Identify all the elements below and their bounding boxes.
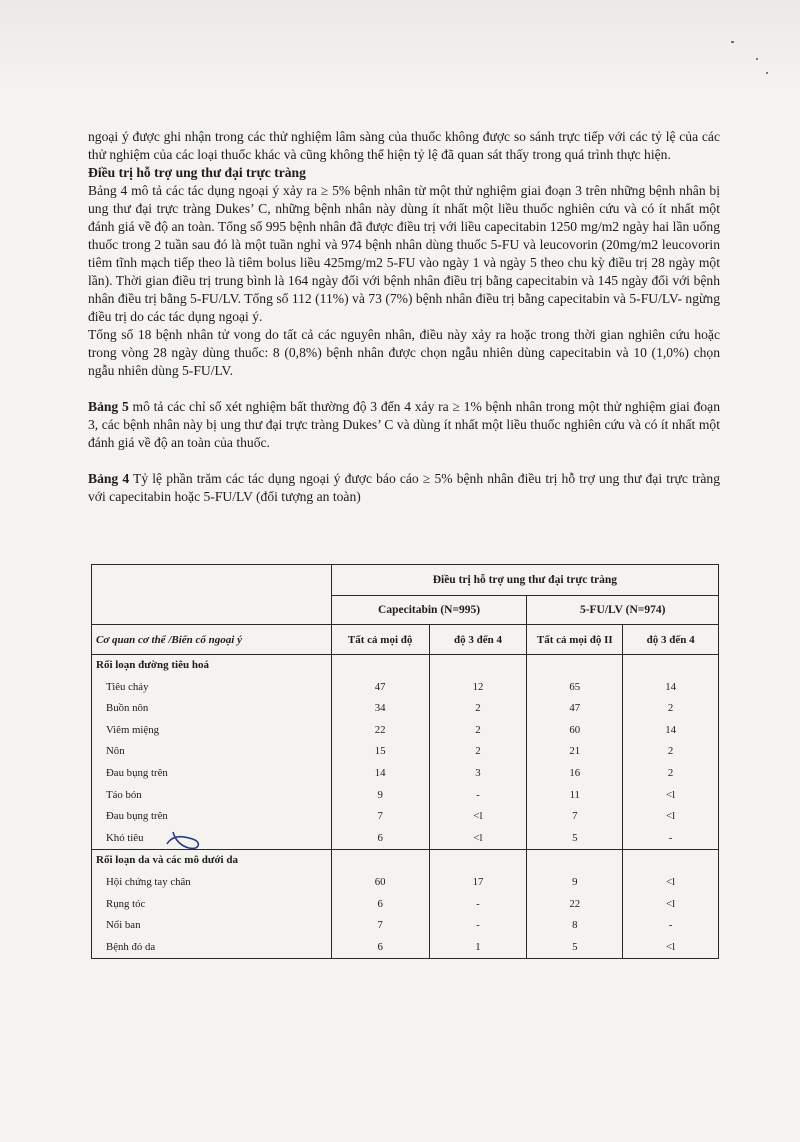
arm-capecitabin-header: Capecitabin (N=995)	[331, 596, 527, 625]
adverse-event-name: Tiêu chảy	[106, 680, 149, 693]
table-caption	[88, 470, 720, 506]
column-header-cap-all: Tất cả mọi độ	[331, 625, 429, 655]
table-cell-value: -	[476, 919, 480, 932]
paragraph-3	[88, 398, 720, 452]
table-caption-text: Tỷ lệ phần trăm các tác dụng ngoại ý được báo cáo ≥ 5% bệnh nhân điều trị hỗ trợ ung thư đại trực tràng với capecitabin hoặc 5-FU/LV (đối tượng an toàn)	[88, 471, 720, 504]
column-header-fu-grade34: độ 3 đến 4	[623, 625, 719, 655]
table-cell-value: 47	[569, 702, 581, 715]
table-cell-value: 22	[569, 897, 581, 910]
table-cell-value: 65	[569, 680, 581, 693]
paragraph-1: Bảng 4 mô tả các tác dụng ngoại ý xảy ra ≥ 5% bệnh nhân từ một thử nghiệm giai đoạn 3 trên những bệnh nhân bị ung thư đại trực tràng Dukes’ C, những bệnh nhân này dùng ít nhất một liều thuốc nghiên cứu và có ít nhất một đánh giá về độ an toàn. Tổng số 995 bệnh nhân đã được điều trị với liều capecitabin 1250 mg/m2 ngày hai lần uống thuốc trong 2 tuần sau đó là một tuần nghỉ và 974 bệnh nhân dùng thuốc 5-FU và leucovorin (20mg/m2 leucovorin tiêm tĩnh mạch tiếp theo là tiêm bolus liều 425mg/m2 5-FU vào ngày 1 và ngày 5 theo chu kỳ điều trị 28 ngày một lần). Thời gian điều trị trung bình là 164 ngày đối với bệnh nhân điều trị bằng capecitabin và 145 ngày đối với bệnh nhân điều trị bằng 5-FU/LV. Tổng số 112 (11%) và 73 (7%) bệnh nhân điều trị bằng capecitabin và 5-FU/LV- ngừng điều trị do các tác dụng ngoại ý.	[88, 183, 720, 324]
table-cell-value: 9	[572, 875, 578, 888]
table-cell-value: -	[668, 919, 673, 932]
adverse-event-name: Nổi ban	[106, 919, 141, 932]
table-cell-value: 14	[665, 723, 676, 736]
section-spacer	[623, 850, 718, 872]
table-cell-value: 5	[572, 940, 578, 953]
table-cell-value: 6	[377, 897, 383, 910]
table-cell-value: 16	[569, 766, 581, 779]
table-cell-value: <l	[666, 875, 676, 888]
table-cell-value: 34	[374, 702, 386, 715]
adverse-event-name: Buồn nôn	[106, 702, 149, 715]
table-cell-value: -	[476, 897, 480, 910]
section-spacer	[332, 655, 429, 677]
section-spacer	[332, 850, 429, 872]
table-cell-value: <l	[666, 897, 676, 910]
table-cell-value: <l	[473, 831, 483, 844]
table-cell-value: 7	[377, 919, 383, 932]
table4-ref: Bảng 4	[88, 471, 130, 486]
paragraph-3-text: mô tả các chỉ số xét nghiệm bất thường độ 3 đến 4 xảy ra ≥ 1% bệnh nhân trong một thử nghiệm giai đoạn 3, các bệnh nhân này bị ung thư đại trực tràng Dukes’ C và dùng ít nhất một liều thuốc nghiên cứu và có ít nhất một đánh giá về độ an toàn của thuốc.	[88, 399, 721, 450]
section-spacer	[430, 850, 527, 872]
table-cell-value: 60	[374, 875, 386, 888]
adverse-event-name: Rụng tóc	[106, 897, 146, 910]
table-cell-value: -	[476, 788, 480, 801]
table-cell-value: 1	[475, 940, 481, 953]
table-cell-value: 7	[572, 810, 578, 823]
body-text	[88, 128, 720, 506]
section-spacer	[430, 655, 527, 677]
table-cell-value: 7	[377, 810, 383, 823]
group-header: Điều trị hỗ trợ ung thư đại trực tràng	[331, 565, 718, 596]
table-cell-value: 60	[569, 723, 581, 736]
section-heading: Điều trị hỗ trợ ung thư đại trực tràng	[88, 165, 306, 180]
section-title: Rối loạn đường tiêu hoá	[96, 659, 209, 671]
table-cell-value: 2	[667, 766, 674, 779]
section-spacer	[527, 850, 622, 872]
table-cell-value: 2	[667, 702, 674, 715]
arm-5fu-header: 5-FU/LV (N=974)	[527, 596, 719, 625]
scan-speck	[766, 72, 768, 74]
table-cell-value: <l	[666, 810, 676, 823]
table-corner	[92, 565, 332, 625]
adverse-event-name: Khó tiêu	[106, 831, 144, 844]
section-spacer	[623, 655, 718, 677]
table-cell-value: 2	[667, 745, 674, 758]
table-cell-value: <l	[666, 940, 676, 953]
adverse-event-name: Đau bụng trên	[106, 810, 168, 823]
table-cell-value: -	[668, 831, 673, 844]
table-cell-value: 3	[475, 766, 481, 779]
table-cell-value: 22	[374, 723, 386, 736]
column-header-organ: Cơ quan cơ thể /Biến cố ngoại ý	[92, 625, 332, 655]
table-cell-value: 2	[475, 745, 481, 758]
table-cell-value: 15	[374, 745, 386, 758]
table-cell-value: 2	[475, 723, 481, 736]
table-cell-value: 14	[374, 766, 386, 779]
table-cell-value: <l	[666, 788, 676, 801]
adverse-events-table	[91, 564, 719, 959]
table-cell-value: <l	[473, 810, 483, 823]
scan-speck	[731, 41, 734, 43]
adverse-event-name: Đau bụng trên	[106, 766, 168, 779]
adverse-event-name: Viêm miệng	[106, 723, 160, 736]
column-header-fu-all: Tất cả mọi độ II	[527, 625, 623, 655]
table-cell-value: 11	[569, 788, 580, 801]
intro-paragraph: ngoại ý được ghi nhận trong các thử nghiệm lâm sàng của thuốc không được so sánh trực tiếp với các tỷ lệ của các thử nghiệm của các loại thuốc khác và cũng không thể hiện tỷ lệ đã quan sát thấy trong quá trình thực hiện.	[88, 129, 720, 162]
adverse-event-name: Hội chứng tay chân	[106, 875, 191, 888]
adverse-event-name: Táo bón	[106, 788, 142, 801]
section-spacer	[527, 655, 622, 677]
table-cell-value: 47	[374, 680, 386, 693]
table-cell-value: 6	[377, 831, 383, 844]
adverse-event-name: Bệnh đỏ da	[106, 940, 156, 953]
table-cell-value: 6	[377, 940, 383, 953]
table-cell-value: 8	[572, 919, 578, 932]
table5-ref: Bảng 5	[88, 399, 129, 414]
table-cell-value: 14	[665, 680, 676, 693]
table-cell-value: 17	[472, 875, 484, 888]
table-cell-value: 2	[475, 702, 481, 715]
table-cell-value: 9	[377, 788, 383, 801]
scan-speck	[756, 58, 758, 60]
scan-shadow	[0, 0, 800, 90]
table-cell-value: 5	[572, 831, 578, 844]
table-cell-value: 12	[472, 680, 484, 693]
column-header-cap-grade34: độ 3 đến 4	[429, 625, 527, 655]
adverse-event-name: Nôn	[106, 745, 125, 758]
paragraph-2: Tổng số 18 bệnh nhân tử vong do tất cả các nguyên nhân, điều này xảy ra hoặc trong thời gian nghiên cứu hoặc trong vòng 28 ngày dùng thuốc: 8 (0,8%) bệnh nhân được chọn ngẫu nhiên dùng capecitabin và 10 (1,0%) chọn ngẫu nhiên dùng 5-FU/LV.	[88, 327, 720, 378]
section-title: Rối loạn da và các mô dưới da	[96, 854, 238, 867]
table-cell-value: 21	[569, 745, 581, 758]
pen-mark	[165, 826, 205, 856]
